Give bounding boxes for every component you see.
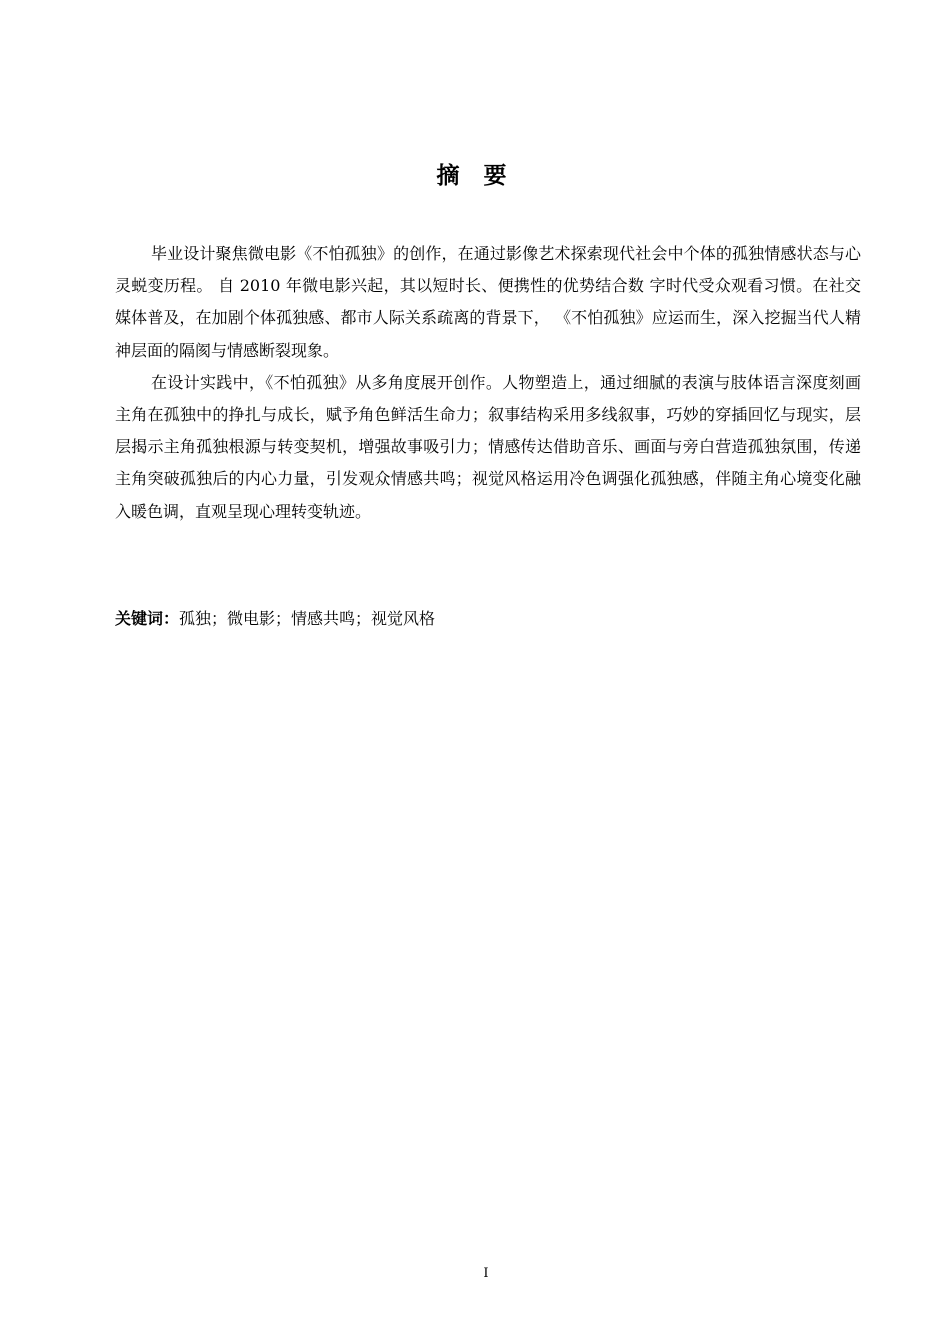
- abstract-body: [115, 238, 861, 528]
- abstract-title: 摘要: [436, 163, 531, 189]
- abstract-paragraph-1: 毕业设计聚焦微电影《不怕孤独》的创作，在通过影像艺术探索现代社会中个体的孤独情感状态与心灵蜕变历程。 自 2010 年微电影兴起，其以短时长、便携性的优势结合数 字时代受众观看习惯。在社交媒体普及，在加剧个体孤独感、都市人际关系疏离的背景下， 《不怕孤独》应运而生，深入挖掘当代人精神层面的隔阂与情感断裂现象。: [115, 244, 861, 360]
- page-number: I: [483, 1266, 489, 1281]
- keywords-line: [115, 605, 861, 633]
- keywords-label: 关键词：: [115, 609, 180, 628]
- abstract-paragraph-2: 在设计实践中，《不怕孤独》从多角度展开创作。人物塑造上，通过细腻的表演与肢体语言深度刻画主角在孤独中的挣扎与成长，赋予角色鲜活生命力；叙事结构采用多线叙事，巧妙的穿插回忆与现实，层层揭示主角孤独根源与转变契机，增强故事吸引力；情感传达借助音乐、画面与旁白营造孤独氛围，传递主角突破孤独后的内心力量，引发观众情感共鸣；视觉风格运用冷色调强化孤独感，伴随主角心境变化融入暖色调，直观呈现心理转变轨迹。: [115, 372, 861, 521]
- keywords-text: 孤独；微电影；情感共鸣；视觉风格: [179, 609, 436, 628]
